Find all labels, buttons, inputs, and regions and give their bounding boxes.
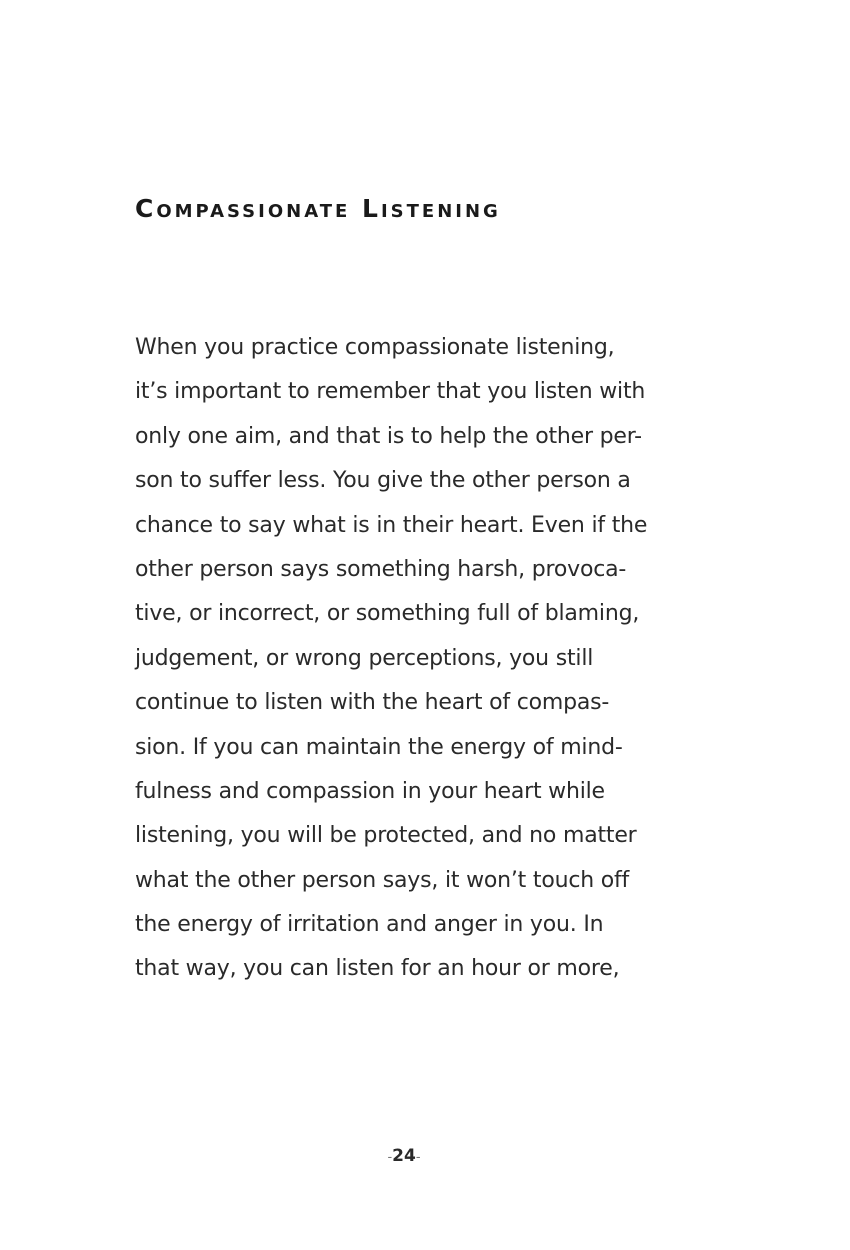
page-number-value: 24: [392, 1146, 416, 1166]
chapter-title: Compassionate Listening: [135, 194, 501, 223]
text-line: only one aim, and that is to help the other per-: [135, 423, 642, 449]
folio-dash-right: -: [415, 1150, 421, 1165]
text-line: other person says something harsh, provoca-: [135, 556, 627, 582]
page-number: [0, 1146, 808, 1166]
body-paragraph: [135, 326, 695, 992]
text-line: what the other person says, it won’t touch off: [135, 867, 630, 893]
text-line: fulness and compassion in your heart while: [135, 778, 605, 804]
text-line: chance to say what is in their heart. Even if the: [135, 512, 648, 538]
text-line: that way, you can listen for an hour or more,: [135, 956, 620, 982]
text-line: continue to listen with the heart of compas-: [135, 690, 610, 716]
text-line: tive, or incorrect, or something full of blaming,: [135, 601, 640, 627]
text-line: When you practice compassionate listening,: [135, 335, 615, 360]
text-line: sion. If you can maintain the energy of mind-: [135, 734, 623, 760]
text-line: son to suffer less. You give the other person a: [135, 468, 631, 494]
text-line: it’s important to remember that you listen with: [135, 379, 646, 405]
folio-dash-left: -: [387, 1150, 393, 1165]
text-line: judgement, or wrong perceptions, you still: [135, 645, 594, 671]
text-line: the energy of irritation and anger in you. In: [135, 912, 604, 938]
text-line: listening, you will be protected, and no matter: [135, 823, 637, 849]
